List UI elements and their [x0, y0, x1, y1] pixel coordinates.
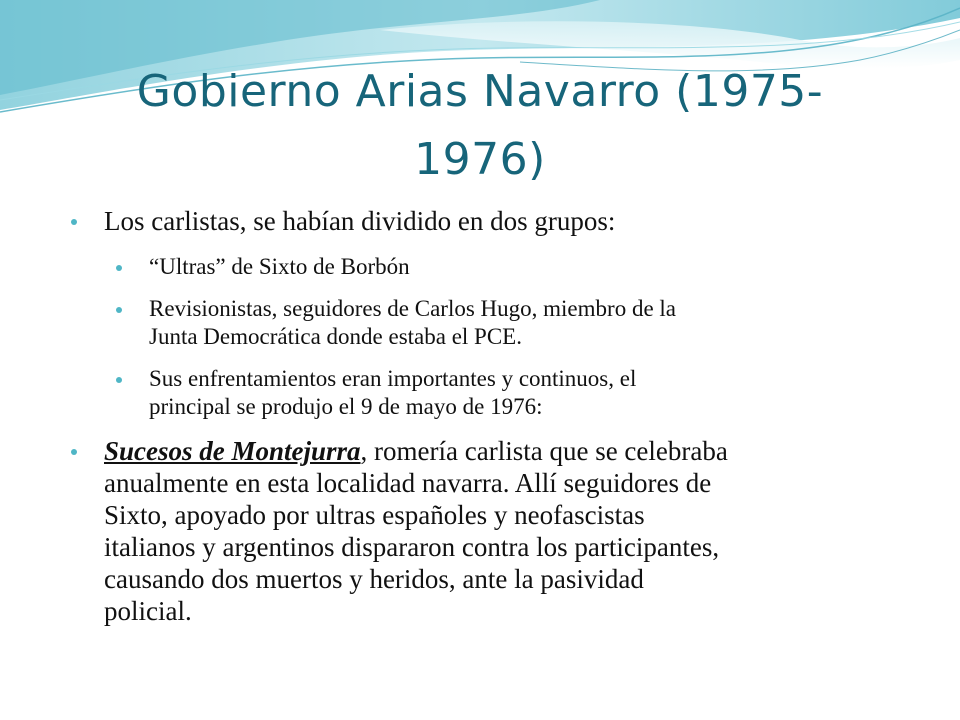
sub-bullet-text: “Ultras” de Sixto de Borbón — [149, 254, 410, 279]
round-bullet-icon — [116, 307, 122, 313]
slide-title — [60, 58, 900, 194]
round-bullet-icon — [116, 377, 122, 383]
sub-bullet-ultras — [68, 253, 908, 281]
round-bullet-icon — [71, 219, 77, 225]
bullet-text: Los carlistas, se habían dividido en dos grupos: — [104, 206, 616, 236]
bullet-line: italianos y argentinos dispararon contra los participantes, — [104, 532, 720, 562]
montejurra-emphasis: Sucesos de Montejurra — [104, 436, 361, 466]
sub-bullet-revisionistas — [68, 295, 908, 351]
bullet-line: causando dos muertos y heridos, ante la pasividad — [104, 564, 644, 594]
bullet-line: anualmente en esta localidad navarra. Allí seguidores de — [104, 468, 712, 498]
bullet-line — [104, 435, 908, 467]
bullet-carlistas — [68, 205, 908, 237]
round-bullet-icon — [71, 449, 77, 455]
bullet-line: policial. — [104, 596, 192, 626]
sub-bullet-line: Junta Democrática donde estaba el PCE. — [149, 324, 522, 349]
round-bullet-icon — [116, 265, 122, 271]
slide-content — [68, 205, 908, 627]
bullet-montejurra — [68, 435, 908, 627]
sub-bullet-enfrentamientos — [68, 365, 908, 421]
sub-bullet-line: principal se produjo el 9 de mayo de 1976: — [149, 394, 543, 419]
slide-title-line-1: Gobierno Arias Navarro (1975- — [136, 66, 824, 117]
bullet-line: Sixto, apoyado por ultras españoles y neofascistas — [104, 500, 645, 530]
bullet-line-rest: , romería carlista que se celebraba — [360, 436, 728, 466]
slide-title-line-2: 1976) — [414, 134, 546, 185]
sub-bullet-line: Sus enfrentamientos eran importantes y continuos, el — [149, 366, 637, 391]
sub-bullet-line: Revisionistas, seguidores de Carlos Hugo, miembro de la — [149, 296, 677, 321]
